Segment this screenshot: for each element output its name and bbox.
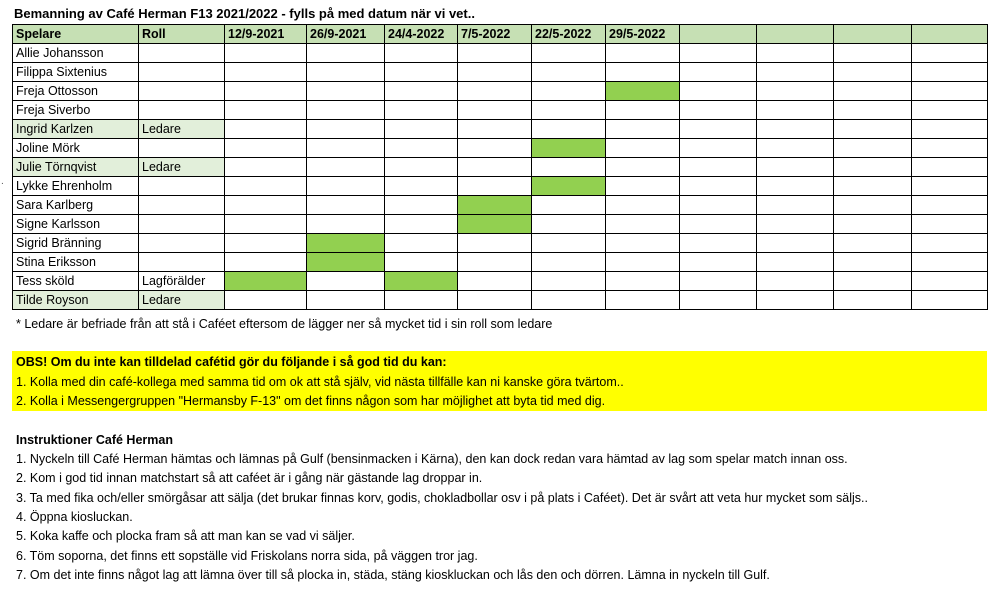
shift-cell [912, 272, 988, 291]
shift-cell [458, 177, 532, 196]
shift-cell [385, 139, 458, 158]
header-cell: 29/5-2022 [606, 25, 680, 44]
shift-cell [757, 253, 834, 272]
obs-box [12, 351, 987, 411]
shift-cell [680, 291, 757, 310]
shift-cell [458, 63, 532, 82]
header-cell: 22/5-2022 [532, 25, 606, 44]
shift-cell [606, 215, 680, 234]
player-name-cell: Signe Karlsson [13, 215, 139, 234]
shift-cell [757, 139, 834, 158]
shift-cell [757, 63, 834, 82]
shift-cell [834, 139, 912, 158]
shift-cell [307, 82, 385, 101]
shift-cell [385, 44, 458, 63]
table-row [13, 139, 988, 158]
table-row [13, 44, 988, 63]
shift-cell [912, 215, 988, 234]
shift-cell [225, 120, 307, 139]
header-cell [834, 25, 912, 44]
shift-cell-assigned [532, 139, 606, 158]
role-cell: Lagförälder [139, 272, 225, 291]
table-row [13, 215, 988, 234]
shift-cell [606, 272, 680, 291]
shift-cell [532, 44, 606, 63]
shift-cell [834, 44, 912, 63]
shift-cell-assigned [458, 196, 532, 215]
role-cell [139, 196, 225, 215]
shift-cell [532, 215, 606, 234]
shift-cell [225, 215, 307, 234]
shift-cell [912, 101, 988, 120]
shift-cell [385, 291, 458, 310]
shift-cell [532, 196, 606, 215]
shift-cell [834, 234, 912, 253]
shift-cell [834, 63, 912, 82]
header-cell: 12/9-2021 [225, 25, 307, 44]
shift-cell [307, 101, 385, 120]
shift-cell [834, 120, 912, 139]
header-cell [757, 25, 834, 44]
shift-cell [225, 101, 307, 120]
shift-cell-assigned [307, 234, 385, 253]
shift-cell [385, 177, 458, 196]
table-row [13, 101, 988, 120]
shift-cell [757, 101, 834, 120]
header-row [13, 25, 988, 44]
player-name-cell: Sara Karlberg [13, 196, 139, 215]
player-name-cell: Julie Törnqvist [13, 158, 139, 177]
table-row [13, 234, 988, 253]
shift-cell [757, 82, 834, 101]
shift-cell [757, 177, 834, 196]
shift-cell [225, 82, 307, 101]
shift-cell [532, 158, 606, 177]
shift-cell [606, 101, 680, 120]
instruction-item: 6. Töm soporna, det finns ett sopställe vid Friskolans norra sida, på väggen tror jag. [16, 549, 478, 563]
shift-cell [680, 120, 757, 139]
header-cell: 24/4-2022 [385, 25, 458, 44]
shift-cell [385, 215, 458, 234]
table-row [13, 291, 988, 310]
shift-cell-assigned [532, 177, 606, 196]
sheet-title: Bemanning av Café Herman F13 2021/2022 - fylls på med datum när vi vet.. [14, 6, 475, 21]
shift-cell-assigned [385, 272, 458, 291]
shift-cell-assigned [225, 272, 307, 291]
header-cell [680, 25, 757, 44]
shift-cell [225, 44, 307, 63]
shift-cell [912, 82, 988, 101]
shift-cell [680, 215, 757, 234]
shift-cell [912, 63, 988, 82]
shift-cell [680, 158, 757, 177]
shift-cell [834, 158, 912, 177]
shift-cell [458, 272, 532, 291]
shift-cell [532, 291, 606, 310]
instruction-item: 1. Nyckeln till Café Herman hämtas och lämnas på Gulf (bensinmacken i Kärna), den kan dock redan vara hämtad av lag som spelar match innan oss. [16, 452, 848, 466]
shift-cell [606, 234, 680, 253]
role-cell [139, 234, 225, 253]
role-cell [139, 82, 225, 101]
player-name-cell: Freja Siverbo [13, 101, 139, 120]
table-row [13, 272, 988, 291]
player-name-cell: Freja Ottosson [13, 82, 139, 101]
table-row [13, 158, 988, 177]
role-cell [139, 44, 225, 63]
shift-cell [532, 82, 606, 101]
player-name-cell: Stina Eriksson [13, 253, 139, 272]
shift-cell [458, 234, 532, 253]
shift-cell [680, 63, 757, 82]
instruction-item: 5. Koka kaffe och plocka fram så att man kan se vad vi säljer. [16, 529, 355, 543]
shift-cell [385, 158, 458, 177]
shift-cell [757, 158, 834, 177]
shift-cell [458, 253, 532, 272]
shift-cell [834, 177, 912, 196]
shift-cell [606, 158, 680, 177]
shift-cell [757, 291, 834, 310]
shift-cell [458, 158, 532, 177]
shift-cell [834, 215, 912, 234]
shift-cell [307, 177, 385, 196]
shift-cell [757, 44, 834, 63]
player-name-cell: Filippa Sixtenius [13, 63, 139, 82]
shift-cell [834, 253, 912, 272]
shift-cell [385, 120, 458, 139]
instruction-item: 7. Om det inte finns något lag att lämna över till så plocka in, städa, stäng kioskluckan och lås den och dörren. Lämna in nyckeln till Gulf. [16, 568, 770, 582]
shift-cell [912, 291, 988, 310]
header-cell: Spelare [13, 25, 139, 44]
shift-cell [458, 120, 532, 139]
shift-cell [225, 253, 307, 272]
player-name-cell: Sigrid Bränning [13, 234, 139, 253]
role-cell [139, 139, 225, 158]
shift-cell [225, 139, 307, 158]
shift-cell [834, 82, 912, 101]
shift-cell [757, 196, 834, 215]
shift-cell [532, 272, 606, 291]
shift-cell [912, 139, 988, 158]
shift-cell [834, 101, 912, 120]
player-name-cell: Lykke Ehrenholm [13, 177, 139, 196]
table-row [13, 82, 988, 101]
shift-cell [680, 101, 757, 120]
shift-cell [834, 272, 912, 291]
shift-cell [385, 63, 458, 82]
role-cell: Ledare [139, 120, 225, 139]
shift-cell [225, 177, 307, 196]
shift-cell [307, 196, 385, 215]
staffing-table [12, 24, 988, 310]
shift-cell [912, 44, 988, 63]
role-cell [139, 215, 225, 234]
shift-cell [385, 196, 458, 215]
shift-cell-assigned [606, 82, 680, 101]
instructions-heading: Instruktioner Café Herman [16, 433, 173, 447]
shift-cell [458, 101, 532, 120]
shift-cell [680, 177, 757, 196]
shift-cell [834, 196, 912, 215]
role-cell: Ledare [139, 158, 225, 177]
shift-cell [225, 291, 307, 310]
shift-cell [307, 44, 385, 63]
shift-cell [606, 139, 680, 158]
shift-cell [606, 196, 680, 215]
table-row [13, 120, 988, 139]
shift-cell [307, 215, 385, 234]
shift-cell [385, 101, 458, 120]
player-name-cell: Ingrid Karlzen [13, 120, 139, 139]
shift-cell [680, 139, 757, 158]
shift-cell [307, 120, 385, 139]
player-name-cell: Tilde Royson [13, 291, 139, 310]
player-name-cell: Tess sköld [13, 272, 139, 291]
shift-cell [680, 253, 757, 272]
header-cell: 7/5-2022 [458, 25, 532, 44]
shift-cell [307, 272, 385, 291]
shift-cell [458, 291, 532, 310]
shift-cell [458, 44, 532, 63]
player-name-cell: Allie Johansson [13, 44, 139, 63]
shift-cell [757, 120, 834, 139]
shift-cell [680, 234, 757, 253]
instruction-item: 4. Öppna kiosluckan. [16, 510, 133, 524]
shift-cell-assigned [307, 253, 385, 272]
shift-cell [912, 253, 988, 272]
shift-cell [912, 177, 988, 196]
shift-cell [385, 234, 458, 253]
shift-cell [385, 253, 458, 272]
shift-cell [912, 196, 988, 215]
shift-cell [307, 63, 385, 82]
shift-cell [385, 82, 458, 101]
shift-cell [458, 139, 532, 158]
shift-cell [912, 158, 988, 177]
table-row [13, 177, 988, 196]
shift-cell [532, 234, 606, 253]
header-cell [912, 25, 988, 44]
footnote: * Ledare är befriade från att stå i Caféet eftersom de lägger ner så mycket tid i sin roll som ledare [16, 317, 553, 331]
table-row [13, 253, 988, 272]
instruction-item: 2. Kom i god tid innan matchstart så att caféet är i gång när gästande lag droppar in. [16, 471, 483, 485]
shift-cell [225, 196, 307, 215]
shift-cell [606, 63, 680, 82]
shift-cell [834, 291, 912, 310]
shift-cell [532, 101, 606, 120]
obs-item: 2. Kolla i Messengergruppen "Hermansby F-13" om det finns någon som har möjlighet att byta tid med dig. [16, 394, 606, 408]
shift-cell [757, 234, 834, 253]
player-name-cell: Joline Mörk [13, 139, 139, 158]
role-cell [139, 101, 225, 120]
shift-cell [606, 177, 680, 196]
shift-cell [912, 234, 988, 253]
header-cell: Roll [139, 25, 225, 44]
shift-cell [606, 253, 680, 272]
shift-cell [680, 196, 757, 215]
shift-cell [757, 215, 834, 234]
shift-cell [680, 82, 757, 101]
header-cell: 26/9-2021 [307, 25, 385, 44]
shift-cell [606, 120, 680, 139]
role-cell: Ledare [139, 291, 225, 310]
shift-cell [458, 82, 532, 101]
role-cell [139, 177, 225, 196]
instruction-item: 3. Ta med fika och/eller smörgåsar att sälja (det brukar finnas korv, godis, chokladbollar osv i på plats i Caféet). Det är svårt att veta hur mycket som säljs.. [16, 491, 868, 505]
shift-cell [912, 120, 988, 139]
shift-cell [532, 120, 606, 139]
shift-cell [225, 158, 307, 177]
shift-cell [532, 63, 606, 82]
shift-cell [606, 44, 680, 63]
shift-cell [225, 63, 307, 82]
role-cell [139, 63, 225, 82]
shift-cell-assigned [458, 215, 532, 234]
shift-cell [680, 272, 757, 291]
shift-cell [307, 158, 385, 177]
shift-cell [307, 291, 385, 310]
shift-cell [757, 272, 834, 291]
shift-cell [606, 291, 680, 310]
table-row [13, 63, 988, 82]
shift-cell [307, 139, 385, 158]
shift-cell [680, 44, 757, 63]
shift-cell [532, 253, 606, 272]
shift-cell [225, 234, 307, 253]
role-cell [139, 253, 225, 272]
table-row [13, 196, 988, 215]
obs-item: 1. Kolla med din café-kollega med samma tid om ok att stå själv, vid nästa tillfälle kan ni kanske göra tvärtom.. [16, 375, 624, 389]
obs-heading: OBS! Om du inte kan tilldelad cafétid gör du följande i så god tid du kan: [16, 355, 447, 369]
stray-mark: . [1, 176, 4, 187]
